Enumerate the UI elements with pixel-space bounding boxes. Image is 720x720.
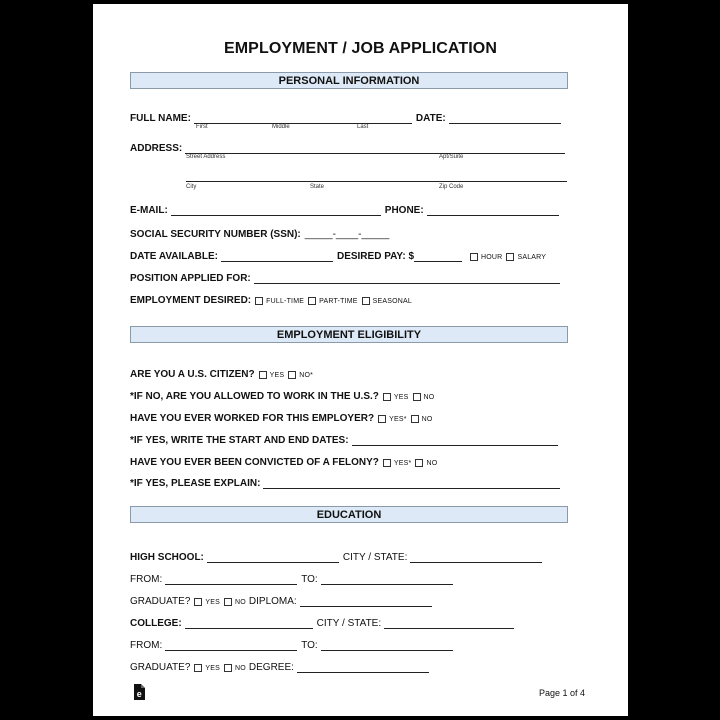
worked-yes-checkbox[interactable] [378, 415, 386, 423]
explain-row [130, 475, 564, 489]
college-from-field[interactable] [165, 639, 297, 651]
date-available-label: DATE AVAILABLE: [130, 251, 218, 262]
felony-yes-option[interactable]: YES* [379, 459, 412, 468]
worked-label: HAVE YOU EVER WORKED FOR THIS EMPLOYER? [130, 413, 375, 424]
desired-pay-label: DESIRED PAY: $ [336, 251, 415, 262]
felony-no-checkbox[interactable] [415, 459, 423, 467]
hs-from-label: FROM: [130, 574, 163, 585]
email-field[interactable] [171, 204, 381, 216]
felony-row [130, 454, 437, 468]
full-time-option[interactable]: FULL-TIME [251, 297, 304, 306]
hs-from-field[interactable] [165, 573, 297, 585]
college-to-label: TO: [301, 640, 318, 651]
worked-no-option[interactable]: NO [407, 415, 433, 424]
diploma-field[interactable] [300, 595, 432, 607]
street-sublabel: Street Address [186, 154, 226, 160]
hs-graduate-yes-option[interactable]: YES [190, 598, 220, 607]
allowed-row [130, 388, 434, 402]
explain-label: *IF YES, PLEASE EXPLAIN: [130, 478, 261, 489]
salary-checkbox[interactable] [506, 253, 514, 261]
dates-field[interactable] [352, 434, 558, 446]
hs-to-field[interactable] [321, 573, 453, 585]
hour-option[interactable]: HOUR [466, 253, 502, 262]
college-label: COLLEGE: [130, 618, 182, 629]
seasonal-option[interactable]: SEASONAL [358, 297, 412, 306]
hs-graduate-no-checkbox[interactable] [224, 598, 232, 606]
degree-field[interactable] [297, 661, 429, 673]
full-name-row [130, 110, 565, 124]
allowed-yes-checkbox[interactable] [383, 393, 391, 401]
position-row [130, 270, 564, 284]
allowed-label: *IF NO, ARE YOU ALLOWED TO WORK IN THE U.S.? [130, 391, 379, 402]
date-label: DATE: [415, 113, 446, 124]
dates-label: *IF YES, WRITE THE START AND END DATES: [130, 435, 349, 446]
allowed-yes-option[interactable]: YES [379, 393, 409, 402]
seasonal-checkbox[interactable] [362, 297, 370, 305]
high-school-label: HIGH SCHOOL: [130, 552, 204, 563]
last-sublabel: Last [357, 124, 369, 130]
street-field[interactable] [185, 142, 565, 154]
citizen-yes-checkbox[interactable] [259, 371, 267, 379]
page-title: EMPLOYMENT / JOB APPLICATION [223, 40, 498, 57]
felony-label: HAVE YOU EVER BEEN CONVICTED OF A FELONY? [130, 457, 379, 468]
date-available-field[interactable] [221, 250, 333, 262]
hs-graduate-no-option[interactable]: NO [220, 598, 246, 607]
college-from-to-row [130, 637, 457, 651]
part-time-checkbox[interactable] [308, 297, 316, 305]
hs-city-state-label: CITY / STATE: [342, 552, 408, 563]
college-to-field[interactable] [321, 639, 453, 651]
college-graduate-yes-checkbox[interactable] [194, 664, 202, 672]
middle-sublabel: Middle [272, 124, 290, 130]
hour-checkbox[interactable] [470, 253, 478, 261]
college-row [130, 615, 518, 629]
section-header-education: EDUCATION [130, 506, 568, 523]
college-graduate-label: GRADUATE? [130, 662, 191, 673]
section-header-eligibility: EMPLOYMENT ELIGIBILITY [130, 326, 568, 343]
citizen-yes-option[interactable]: YES [255, 371, 285, 380]
felony-no-option[interactable]: NO [411, 459, 437, 468]
employment-desired-label: EMPLOYMENT DESIRED: [130, 295, 252, 306]
citizen-row [130, 366, 313, 380]
hs-graduate-label: GRADUATE? [130, 596, 191, 607]
availability-row [130, 248, 546, 262]
email-label: E-MAIL: [130, 205, 168, 216]
degree-label: DEGREE: [248, 662, 294, 673]
apt-sublabel: Apt/Suite [439, 154, 464, 160]
full-time-checkbox[interactable] [255, 297, 263, 305]
explain-field[interactable] [263, 477, 560, 489]
citizen-no-option[interactable]: NO* [284, 371, 313, 380]
hs-graduate-yes-checkbox[interactable] [194, 598, 202, 606]
ssn-field[interactable]: _____-____-_____ [304, 229, 390, 240]
felony-yes-checkbox[interactable] [383, 459, 391, 467]
college-city-state-field[interactable] [384, 617, 514, 629]
diploma-label: DIPLOMA: [248, 596, 297, 607]
full-name-field[interactable] [194, 112, 412, 124]
college-graduate-row [130, 659, 433, 673]
hs-graduate-row [130, 593, 436, 607]
college-field[interactable] [185, 617, 313, 629]
worked-no-checkbox[interactable] [411, 415, 419, 423]
employment-desired-row [130, 292, 412, 306]
phone-field[interactable] [427, 204, 559, 216]
hs-to-label: TO: [301, 574, 318, 585]
high-school-field[interactable] [207, 551, 339, 563]
page-number: Page 1 of 4 [538, 688, 585, 698]
position-label: POSITION APPLIED FOR: [130, 273, 251, 284]
date-field[interactable] [449, 112, 561, 124]
college-from-label: FROM: [130, 640, 163, 651]
section-header-personal: PERSONAL INFORMATION [130, 72, 568, 89]
dates-row [130, 432, 562, 446]
phone-label: PHONE: [384, 205, 424, 216]
desired-pay-field[interactable] [414, 250, 462, 262]
full-name-label: FULL NAME: [130, 113, 191, 124]
position-field[interactable] [254, 272, 560, 284]
email-phone-row [130, 202, 563, 216]
salary-option[interactable]: SALARY [502, 253, 546, 262]
logo-letter: e [136, 689, 142, 699]
first-sublabel: First [196, 124, 208, 130]
college-graduate-yes-option[interactable]: YES [190, 664, 220, 673]
allowed-no-checkbox[interactable] [413, 393, 421, 401]
worked-row [130, 410, 433, 424]
allowed-no-option[interactable]: NO [409, 393, 435, 402]
citizen-no-checkbox[interactable] [288, 371, 296, 379]
college-graduate-no-option[interactable]: NO [220, 664, 246, 673]
college-city-state-label: CITY / STATE: [316, 618, 382, 629]
address-label: ADDRESS: [130, 143, 183, 154]
part-time-option[interactable]: PART-TIME [304, 297, 358, 306]
high-school-row [130, 549, 546, 563]
hs-city-state-field[interactable] [410, 551, 542, 563]
college-graduate-no-checkbox[interactable] [224, 664, 232, 672]
address-row [130, 140, 569, 154]
document-logo-icon [133, 684, 145, 700]
citizen-label: ARE YOU A U.S. CITIZEN? [130, 369, 255, 380]
state-sublabel: State [310, 184, 325, 190]
ssn-row [130, 226, 389, 240]
form-page [93, 4, 628, 716]
city-sublabel: City [186, 184, 197, 190]
ssn-label: SOCIAL SECURITY NUMBER (SSN): [130, 229, 301, 240]
worked-yes-option[interactable]: YES* [374, 415, 407, 424]
city-state-zip-field[interactable] [186, 181, 567, 182]
hs-from-to-row [130, 571, 457, 585]
zip-sublabel: Zip Code [439, 184, 464, 190]
